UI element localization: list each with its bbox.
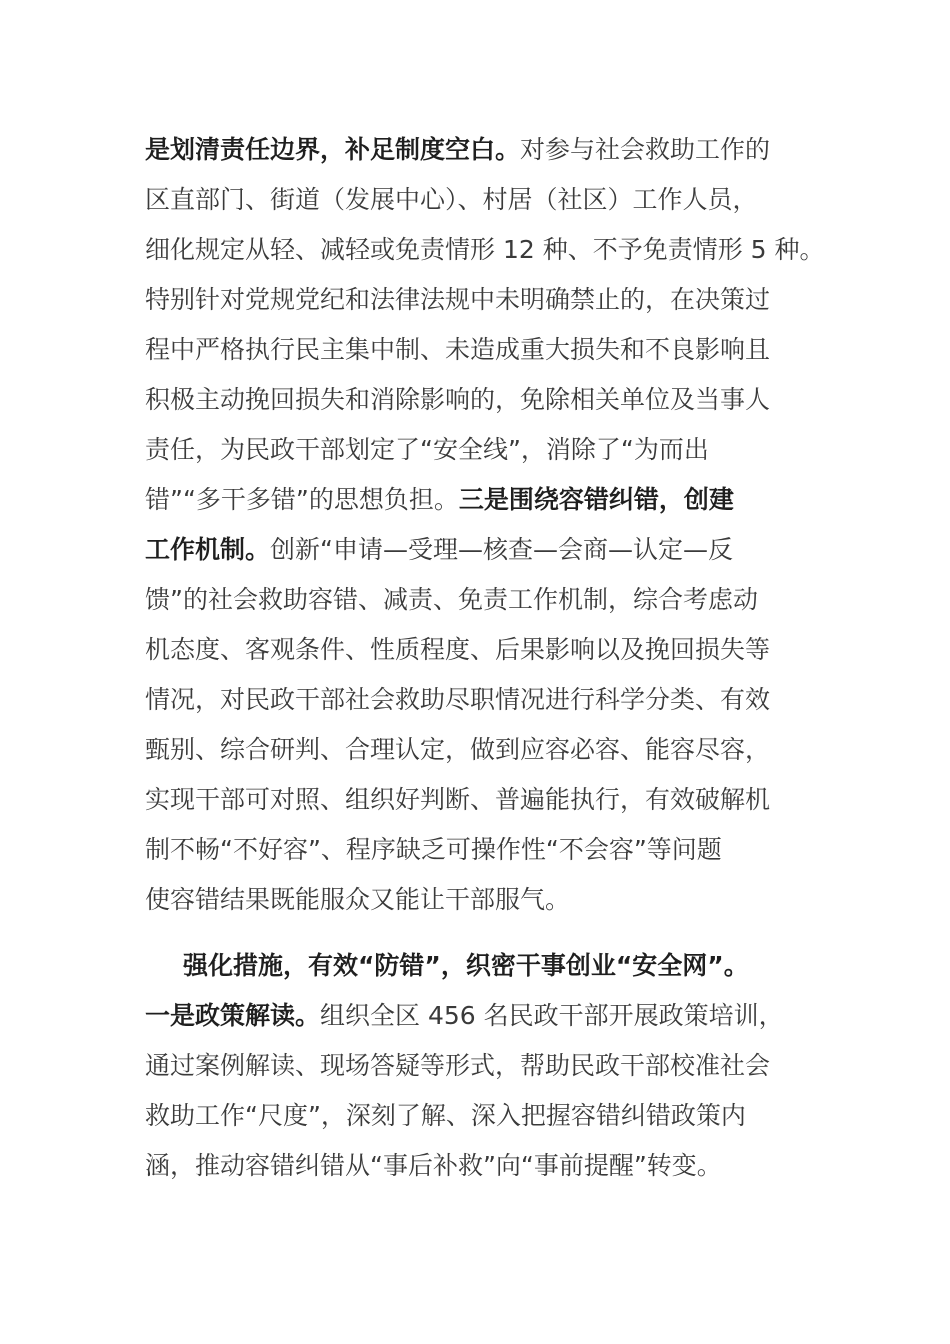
paragraph-1-line-2: 区直部门、街道（发展中心）、村居（社区）工作人员， [145, 185, 758, 214]
paragraph-1-line-15: 制不畅“不好容”、程序缺乏可操作性“不会容”等问题 [145, 835, 722, 864]
paragraph-1-line-9 [145, 525, 810, 575]
paragraph-1-line-3: 细化规定从轻、减轻或免责情形 12 种、不予免责情形 5 种。 [145, 235, 825, 264]
bold-heading-2: 是划清责任边界，补足制度空白。 [145, 135, 521, 164]
paragraph-1-line-11: 机态度、客观条件、性质程度、后果影响以及挽回损失等 [145, 635, 771, 664]
paragraph-1-line-5: 程中严格执行民主集中制、未造成重大损失和不良影响且 [145, 335, 771, 364]
paragraph-1-line-8 [145, 475, 810, 525]
bold-heading-3-cont: 工作机制。 [145, 535, 271, 564]
paragraph-1-line-14: 实现干部可对照、组织好判断、普遍能执行，有效破解机 [145, 785, 771, 814]
paragraph-1-line-10: 馈”的社会救助容错、减责、免责工作机制，综合考虑动 [145, 585, 758, 614]
paragraph-2-line-4: 救助工作“尺度”，深刻了解、深入把握容错纠错政策内 [145, 1101, 746, 1130]
text-segment: 错”“多干多错”的思想负担。 [145, 485, 459, 514]
paragraph-1-line-1 [145, 125, 810, 175]
bold-heading-3: 三是围绕容错纠错，创建 [458, 485, 734, 514]
text-segment: 组织全区 456 名民政干部开展政策培训， [320, 1001, 784, 1030]
text-segment: 对参与社会救助工作的 [520, 135, 771, 164]
bold-heading-1: 一是政策解读。 [145, 1001, 321, 1030]
paragraph-1-line-6: 积极主动挽回损失和消除影响的，免除相关单位及当事人 [145, 385, 771, 414]
paragraph-1-line-12: 情况，对民政干部社会救助尽职情况进行科学分类、有效 [145, 685, 771, 714]
paragraph-2-line-3: 通过案例解读、现场答疑等形式，帮助民政干部校准社会 [145, 1051, 771, 1080]
paragraph-1-line-16: 使容错结果既能服众又能让干部服气。 [145, 885, 571, 914]
document-body [145, 125, 825, 1191]
paragraph-1-line-13: 甄别、综合研判、合理认定，做到应容必容、能容尽容， [145, 735, 771, 764]
text-segment: 创新“申请—受理—核查—会商—认定—反 [270, 535, 733, 564]
paragraph-2-line-2 [145, 991, 810, 1041]
paragraph-2-heading: 强化措施，有效“防错”，织密干事创业“安全网”。 [183, 951, 749, 980]
paragraph-1-line-4: 特别针对党规党纪和法律法规中未明确禁止的，在决策过 [145, 285, 771, 314]
paragraph-spacer [145, 925, 810, 941]
paragraph-1-line-7: 责任，为民政干部划定了“安全线”，消除了“为而出 [145, 435, 709, 464]
paragraph-2-line-5: 涵，推动容错纠错从“事后补救”向“事前提醒”转变。 [145, 1151, 722, 1180]
